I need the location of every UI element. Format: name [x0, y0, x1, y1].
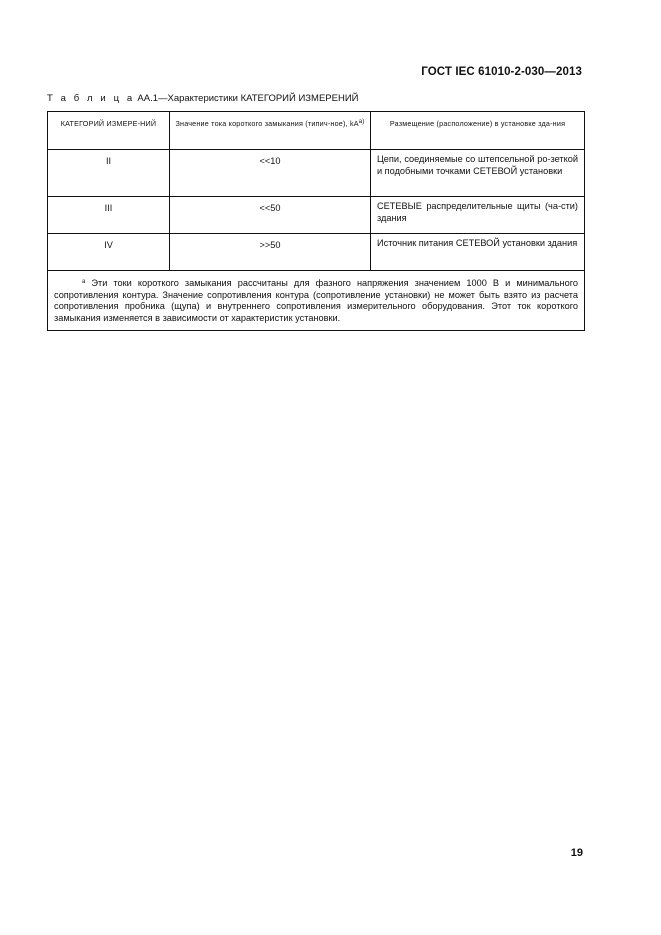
cell-current: >>50	[170, 234, 371, 271]
header-category: КАТЕГОРИЙ ИЗМЕРЕ-НИЙ	[48, 112, 170, 150]
caption-title: АА.1—Характеристики КАТЕГОРИЙ ИЗМЕРЕНИЙ	[137, 93, 359, 104]
cell-category: II	[48, 150, 170, 197]
cell-current: <<10	[170, 150, 371, 197]
table-footnote	[48, 271, 585, 331]
footnote-text: Эти токи короткого замыкания рассчитаны для фазного напряжения значением 1000 В и минимального сопротивления контура. Значение сопротивления контура (сопротивление установки) не может быть взято из расчета сопротивления пробника (щупа) и внутреннего сопротивления измерительного оборудования. Этот ток короткого замыкания изменяется в зависимости от характеристик установки.	[54, 278, 578, 323]
table-header-row	[48, 112, 585, 150]
table-row	[48, 234, 585, 271]
cell-location: СЕТЕВЫЕ распределительные щиты (ча-сти) здания	[371, 197, 585, 234]
cell-current: <<50	[170, 197, 371, 234]
cell-category: IV	[48, 234, 170, 271]
measurement-categories-table	[47, 111, 585, 331]
table-caption	[47, 93, 358, 104]
cell-category: III	[48, 197, 170, 234]
caption-label: Т а б л и ц а	[47, 93, 135, 104]
cell-location: Источник питания СЕТЕВОЙ установки здания	[371, 234, 585, 271]
footnote-ref: а)	[358, 119, 365, 125]
table-row	[48, 197, 585, 234]
header-location: Размещение (расположение) в установке зда-ния	[371, 112, 585, 150]
page-number: 19	[570, 847, 583, 859]
cell-location: Цепи, соединяемые со штепсельной ро-зеткой и подобными точками СЕТЕВОЙ установки	[371, 150, 585, 197]
standard-code: ГОСТ IEC 61010-2-030—2013	[421, 66, 582, 78]
table-row	[48, 150, 585, 197]
header-current: Значение тока короткого замыкания (типич-ное), $kA^{а)}$	[170, 112, 371, 150]
table-footnote-row	[48, 271, 585, 331]
footnote-mark: а	[82, 279, 86, 285]
